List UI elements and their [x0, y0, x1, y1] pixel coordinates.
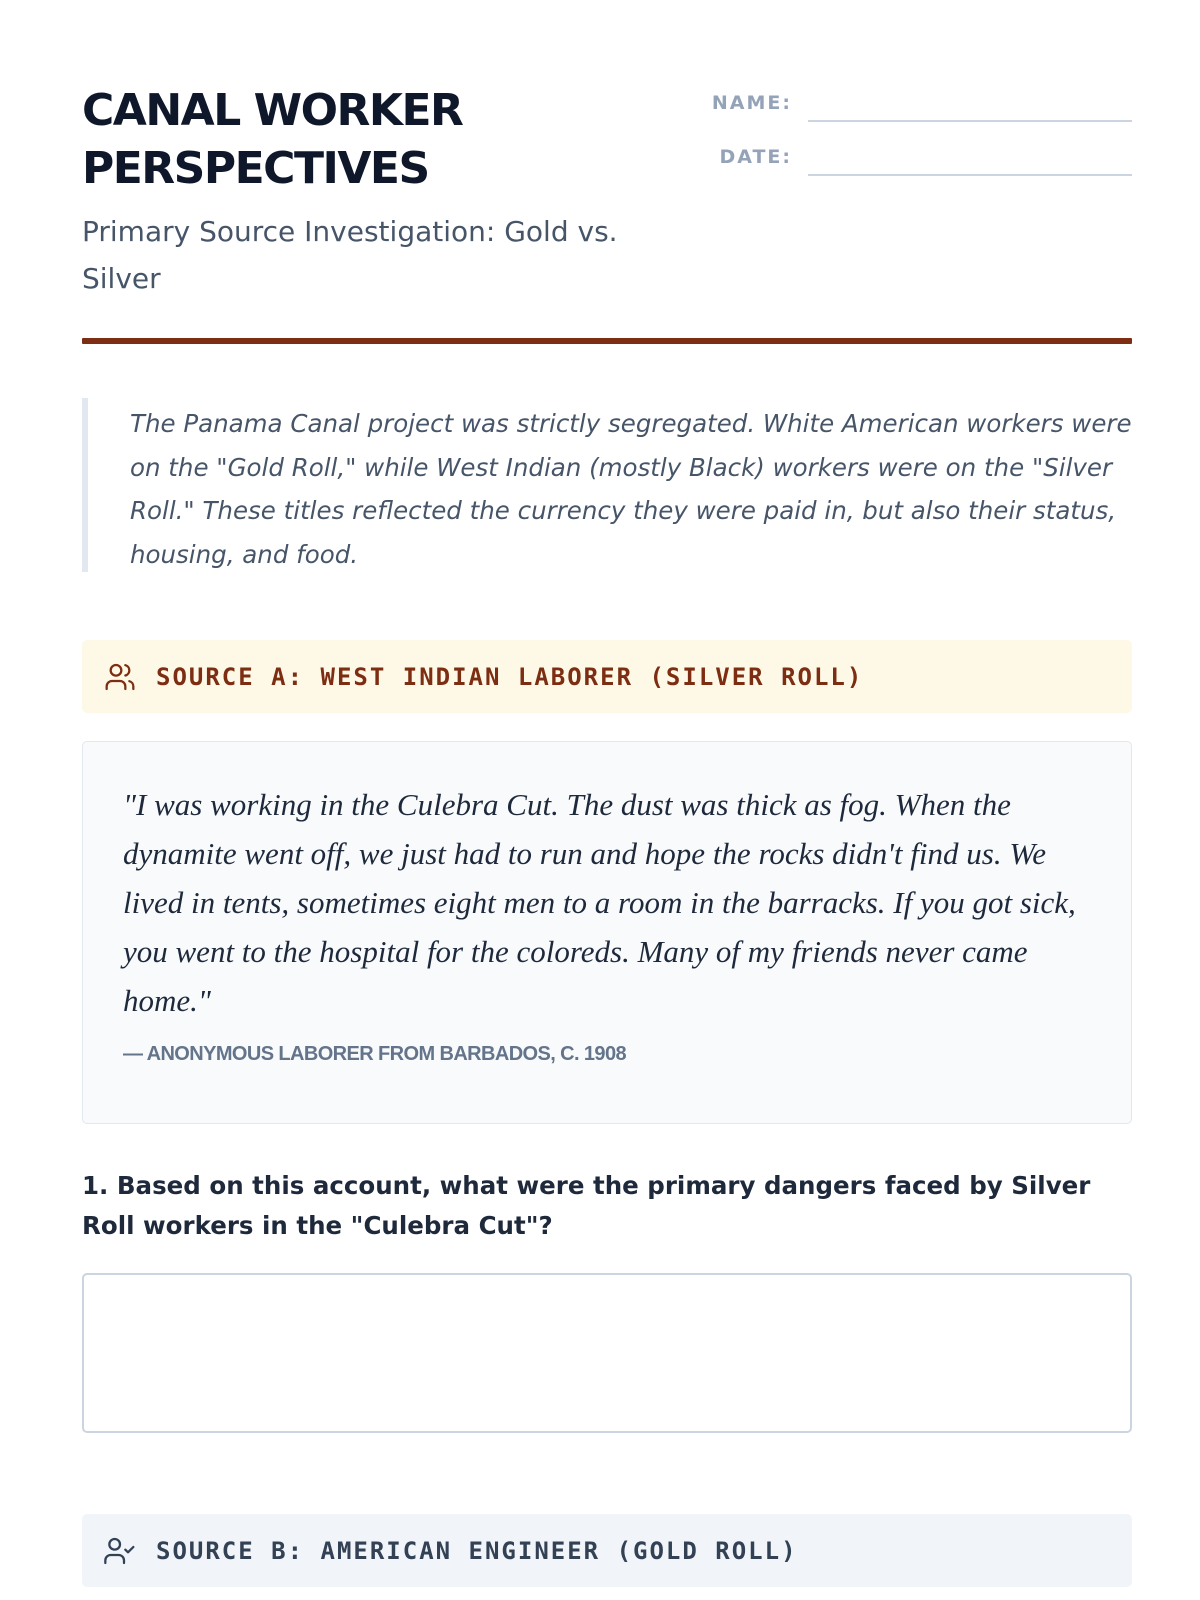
question-1: 1. Based on this account, what were the primary dangers faced by Silver Roll workers in the "Culebra Cut"? — [82, 1171, 1091, 1240]
title-block — [82, 82, 682, 302]
source-b-heading: SOURCE B: AMERICAN ENGINEER (GOLD ROLL) — [156, 1536, 798, 1565]
student-info — [682, 88, 1132, 196]
answer-box-1[interactable] — [82, 1273, 1132, 1433]
worksheet-header — [82, 82, 1132, 344]
page-subtitle: Primary Source Investigation: Gold vs. Silver — [82, 215, 618, 295]
users-icon — [102, 659, 138, 695]
name-field[interactable] — [808, 120, 1132, 122]
date-label: DATE: — [719, 146, 792, 168]
name-row — [682, 88, 1132, 142]
source-b-header — [82, 1514, 1132, 1587]
page-title: CANAL WORKER PERSPECTIVES — [82, 85, 463, 194]
intro-text: The Panama Canal project was strictly segregated. White American workers were on the "Gold Roll," while West Indian (mostly Black) workers were on the "Silver Roll." These titles reflected the currency they were paid in, but also their status, housing, and food. — [130, 409, 1132, 570]
source-a-attribution: — ANONYMOUS LABORER FROM BARBADOS, C. 1908 — [123, 1043, 626, 1065]
header-divider — [82, 338, 1132, 344]
worksheet-page — [82, 0, 1132, 1600]
date-field[interactable] — [808, 174, 1132, 176]
name-label: NAME: — [711, 92, 792, 114]
user-check-icon — [102, 1533, 138, 1569]
intro-blockquote — [82, 398, 1132, 572]
date-row — [682, 142, 1132, 196]
source-a-header — [82, 640, 1132, 713]
source-a-heading: SOURCE A: WEST INDIAN LABORER (SILVER ROLL) — [156, 662, 864, 691]
source-a-quote: "I was working in the Culebra Cut. The dust was thick as fog. When the dynamite went off, we just had to run and hope the rocks didn't find us. We lived in tents, sometimes eight men to a room in the barracks. If you got sick, you went to the hospital for the coloreds. Many of my friends never came home." — [123, 787, 1076, 1018]
source-a-card — [82, 741, 1132, 1124]
